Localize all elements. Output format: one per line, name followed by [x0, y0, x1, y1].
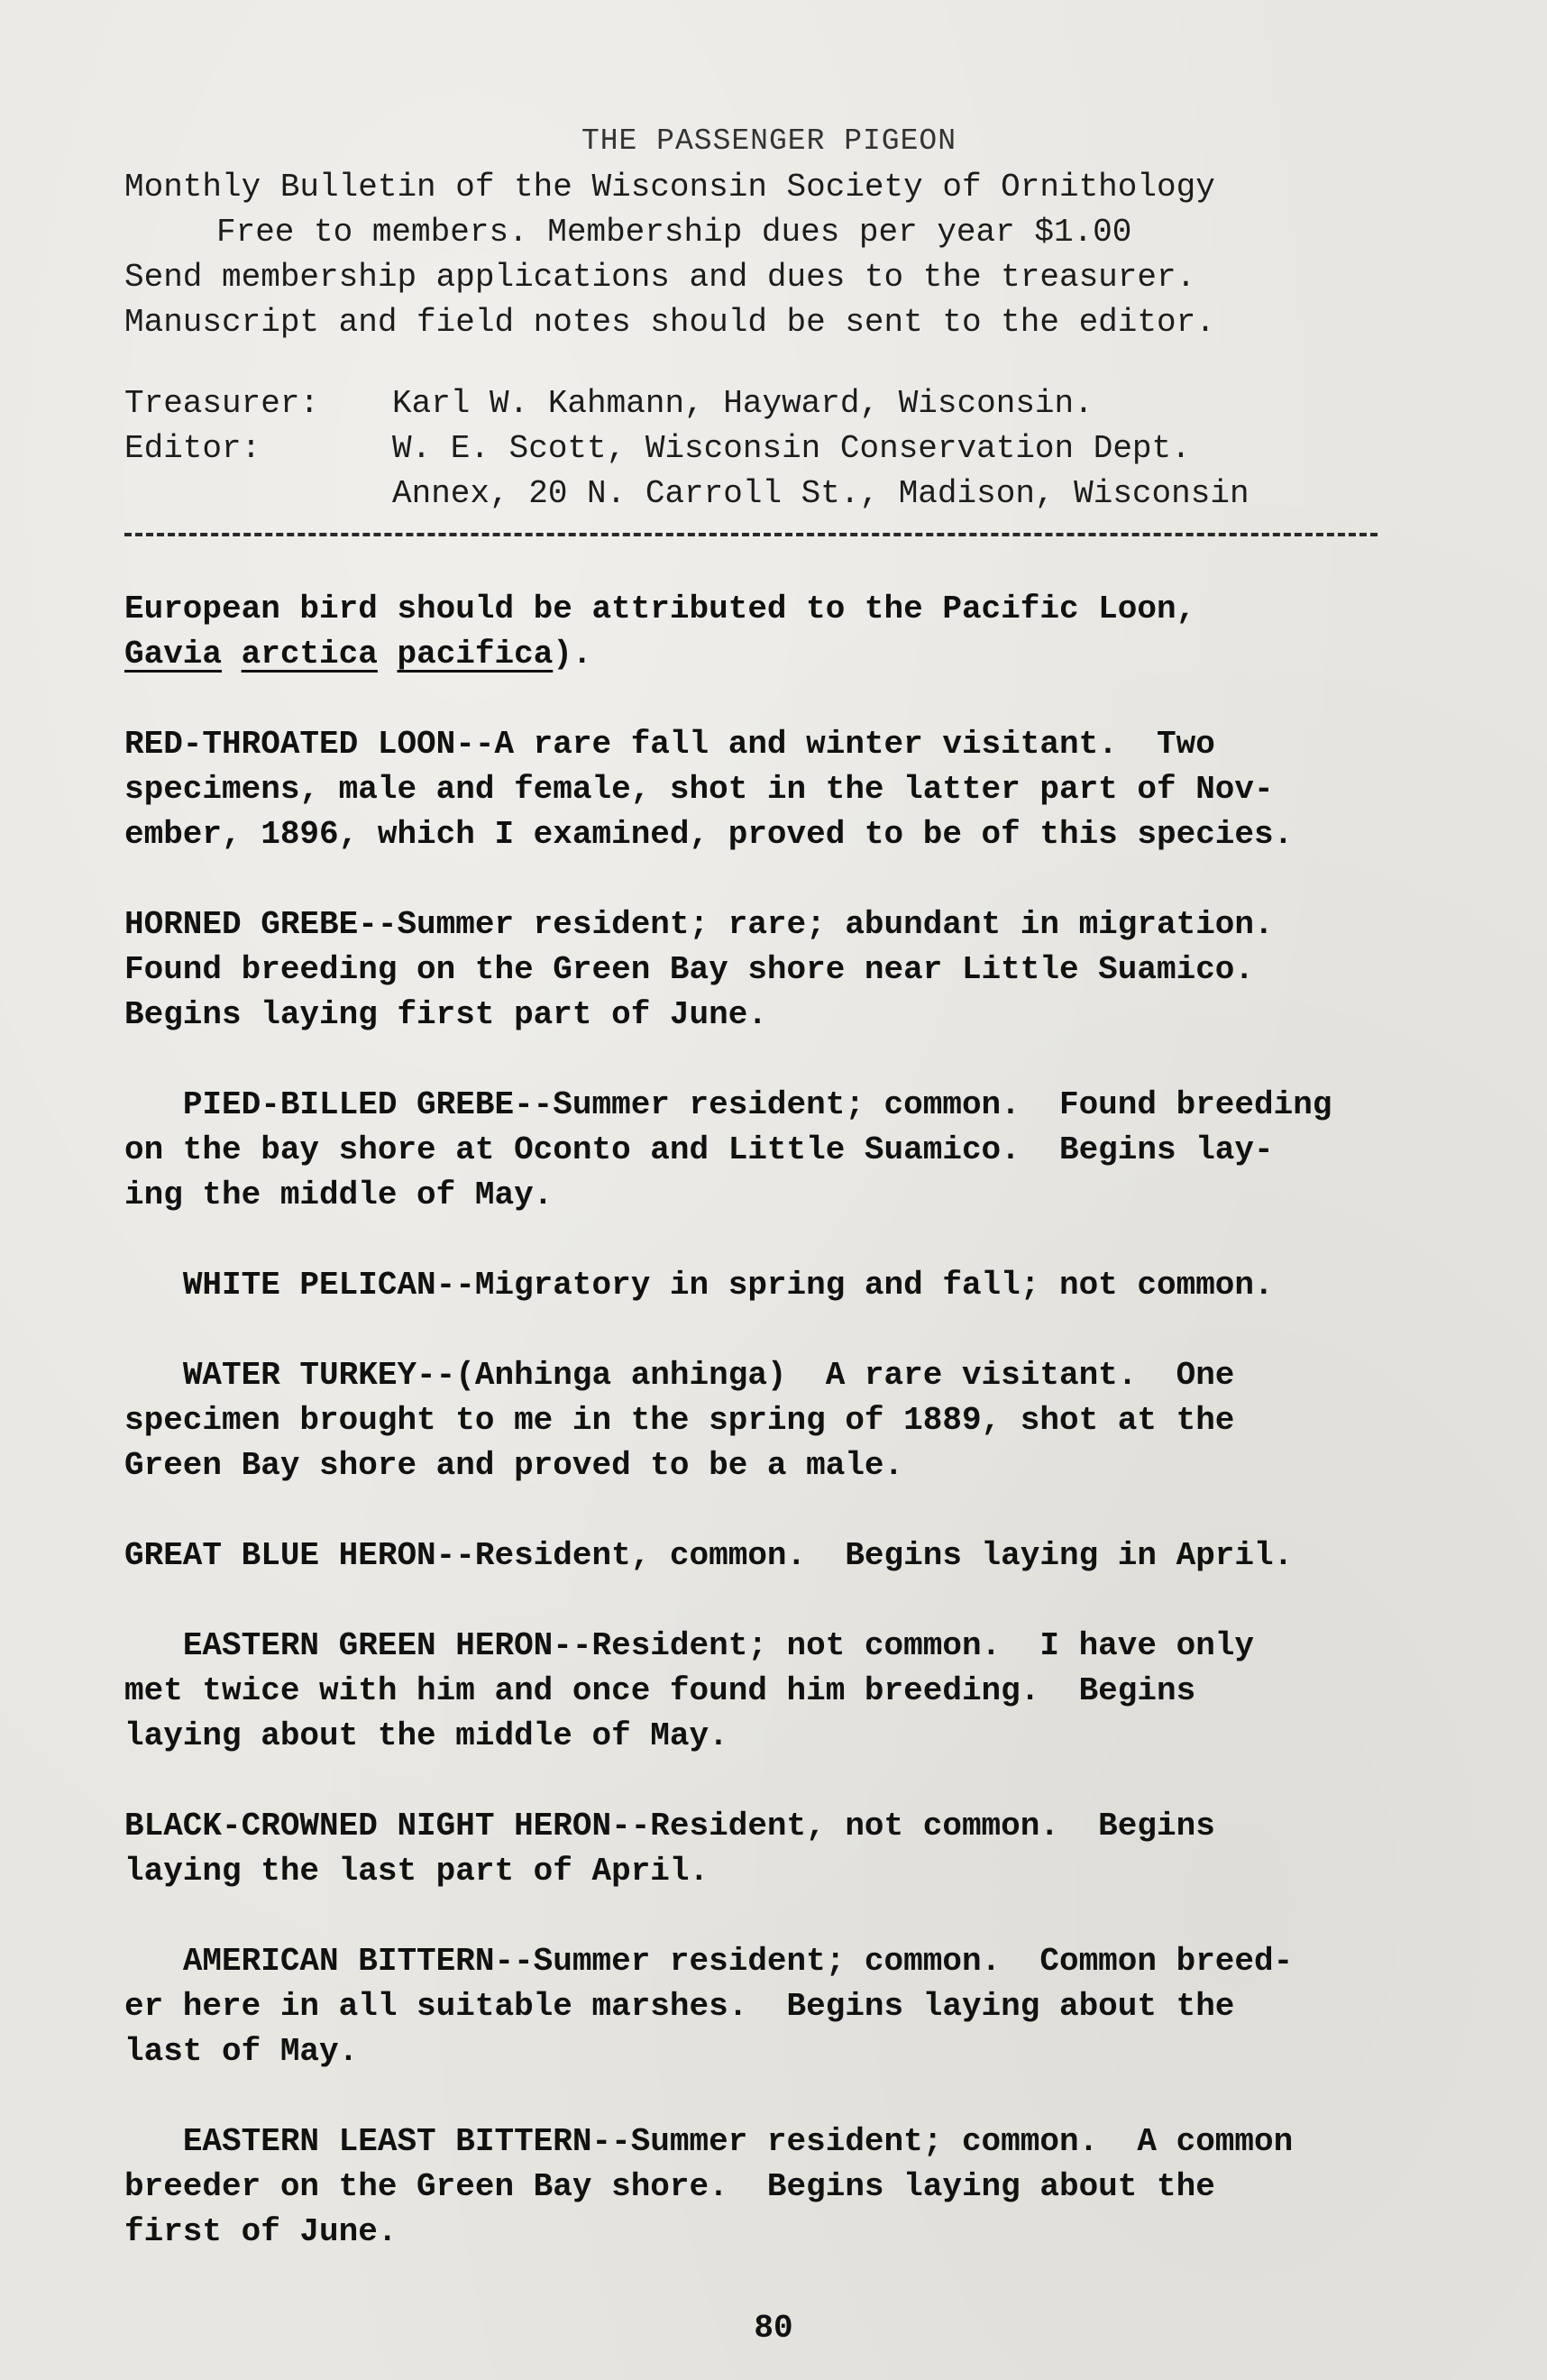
species-entry: PIED-BILLED GREBE--Summer resident; common. Found breeding on the bay shore at Oconto and Little Suamico. Begins lay- ing the middle of May. — [124, 1086, 1332, 1213]
dashed-divider — [124, 533, 1378, 536]
masthead-title: THE PASSENGER PIGEON — [581, 124, 957, 158]
intro-end: ). — [553, 636, 592, 673]
species-entry: WHITE PELICAN--Migratory in spring and fall; not common. — [124, 1267, 1274, 1304]
species-entry: RED-THROATED LOON--A rare fall and winter visitant. Two specimens, male and female, shot in the latter part of Nov- ember, 1896, which I examined, proved to be of this species. — [124, 726, 1294, 853]
sci-name-genus: Gavia — [124, 636, 223, 673]
editor-label-spacer — [124, 471, 392, 517]
species-entry: GREAT BLUE HERON--Resident, common. Begins laying in April. — [124, 1537, 1294, 1574]
treasurer-value: Karl W. Kahmann, Hayward, Wisconsin. — [392, 385, 1094, 422]
sci-name-subspecies: pacifica — [397, 636, 554, 673]
species-entry: WATER TURKEY--(Anhinga anhinga) A rare visitant. One specimen brought to me in the spring of 1889, shot at the Green Bay shore and proved to be a male. — [124, 1357, 1235, 1484]
editor-label: Editor: — [124, 430, 261, 467]
article-body — [124, 587, 1495, 2255]
species-entry: BLACK-CROWNED NIGHT HERON--Resident, not common. Begins laying the last part of April. — [124, 1808, 1215, 1890]
species-entry: HORNED GREBE--Summer resident; rare; abundant in migration. Found breeding on the Green Bay shore near Little Suamico. Begins laying first part of June. — [124, 906, 1274, 1033]
page-number: 80 — [754, 2310, 793, 2347]
species-entry: EASTERN LEAST BITTERN--Summer resident; common. A common breeder on the Green Bay shore. Begins laying about the first of June. — [124, 2123, 1294, 2250]
membership-dues: Free to members. Membership dues per year $1.00 — [216, 214, 1132, 251]
intro-text: European bird should be attributed to the Pacific Loon, — [124, 590, 1196, 627]
sci-name-species: arctica — [241, 636, 378, 673]
editor-address: Annex, 20 N. Carroll St., Madison, Wisconsin — [392, 475, 1250, 512]
intro-paragraph — [124, 587, 1495, 677]
contacts-block — [124, 381, 1495, 517]
manuscript-note: Manuscript and field notes should be sent to the editor. — [124, 304, 1215, 341]
species-entry: AMERICAN BITTERN--Summer resident; common. Common breed- er here in all suitable marshes. Begins laying about the last of May. — [124, 1943, 1294, 2070]
treasurer-label: Treasurer: — [124, 385, 320, 422]
applications-note: Send membership applications and dues to the treasurer. — [124, 259, 1196, 296]
editor-value: W. E. Scott, Wisconsin Conservation Dept. — [392, 430, 1191, 467]
species-entry: EASTERN GREEN HERON--Resident; not common. I have only met twice with him and once found him breeding. Begins laying about the middle of May. — [124, 1627, 1255, 1754]
bulletin-subtitle: Monthly Bulletin of the Wisconsin Society of Ornithology — [124, 169, 1215, 206]
page-content — [124, 124, 1495, 2300]
